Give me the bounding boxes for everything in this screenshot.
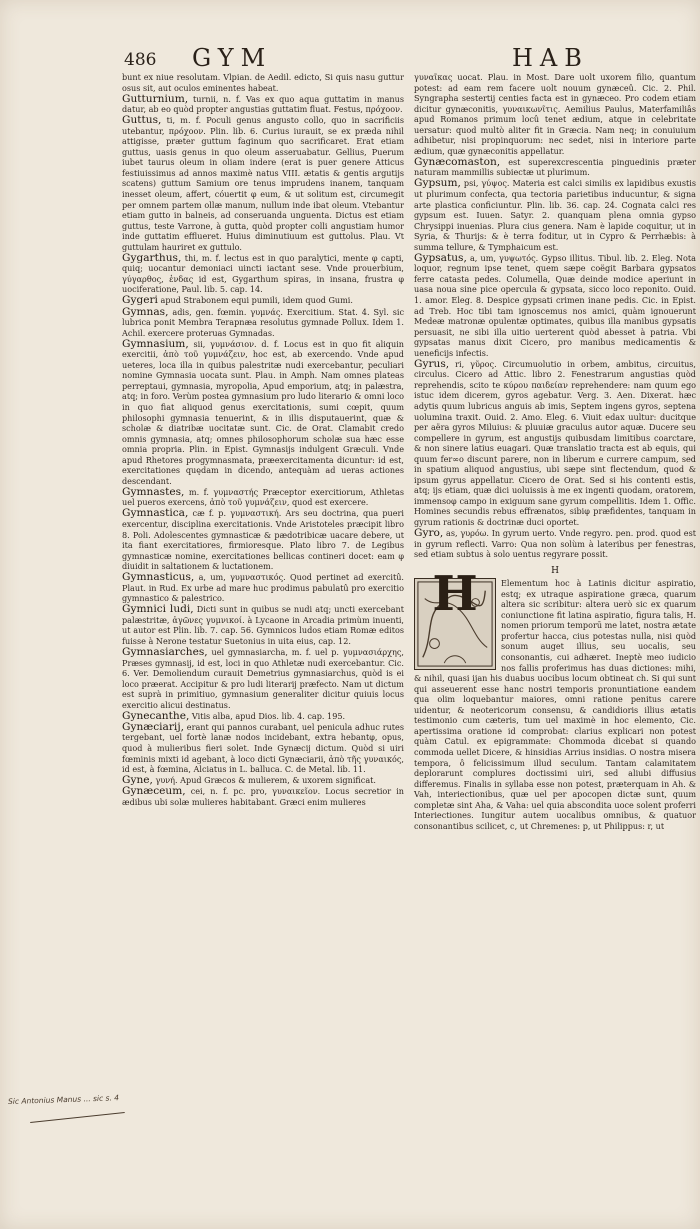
dictionary-entry	[122, 647, 404, 710]
entry-text: a, um, γυμναστικός. Quod pertinet ad exercitû. Plaut. in Rud. Ex urbe ad mare huc prodimus pabulatû pro exercitio gymnastico & palestrico.	[122, 572, 404, 604]
dictionary-entry	[122, 775, 404, 786]
entry-text: m. f. γυμναστής Præceptor exercitiorum, Athletas uel pueros exercens, ἀπὸ τοῦ γυμνάζειν, quod est exercere.	[122, 486, 404, 508]
entry-lemma: Gynæciarij,	[122, 720, 184, 733]
entry-lemma: Gynecanthe,	[122, 709, 190, 722]
entry-lemma: Gygeri	[122, 294, 158, 307]
entry-lemma: Gypsatus,	[414, 251, 467, 264]
dictionary-entry	[122, 604, 404, 646]
left-column	[122, 72, 404, 808]
entry-lemma: Gypsum,	[414, 177, 461, 190]
entry-text: est superexcrescentia pinguedinis præter naturam mammillis subiectæ ut plurimum.	[414, 156, 696, 178]
entry-lemma: Gymnici ludi,	[122, 603, 194, 616]
entry-lemma: Gygarthus,	[122, 251, 182, 264]
woodcut-letter: H	[432, 566, 478, 623]
entry-lemma: Gymnasium,	[122, 337, 189, 350]
dictionary-entry	[414, 528, 696, 560]
entry-text: cæ f. p. γυμναστική. Ars seu doctrina, qua pueri exercentur, disciplina exercitationis. Vnde Aristoteles præcipit libro 8. Poli. Adolescentes gymnasticæ & pædotribicæ uacare debere, ut ita fiant exercitatiores, firmioresque. Plato libro 7. de Legibus gymnasticæ nomine, exercitationes bellicas contineri docet: eam φ diuidit in saltationem & luctationem.	[122, 508, 405, 572]
entry-lemma: Gymnastica,	[122, 507, 189, 520]
entry-lemma: Gynæceum,	[122, 785, 186, 798]
dictionary-entry	[122, 722, 404, 775]
entry-text: cei, n. f. pc. pro, γυναικεῖον. Locus secretior in ædibus ubi solæ mulieres habitabant. Græci enim mulieres	[122, 786, 404, 807]
dictionary-entry	[414, 72, 696, 156]
dictionary-entry	[122, 572, 404, 604]
entry-text: γυνή. Apud Græcos & mulierem, & uxorem significat.	[155, 775, 376, 786]
right-entries	[414, 72, 696, 560]
entry-text: bunt ex niue resolutam. Vlpian. de Aedil. edicto, Si quis nasu guttur osus sit, aut oculos eminentes habeat.	[122, 72, 404, 93]
entry-text: γυναῖκας uocat. Plau. in Most. Dare uolt uxorem filio, quantum potest: ad eam rem facere uolt nouum gynæceû. Cic. 2. Phil. Syngrapha sestertij centies facta est in gynæceo. Pro codem etiam dicitur gynæconitis, γυναικωνῖτις. Aemilius Paulus, Materfamiliâs apud Romanos primum locû tenet ædium, atque in celebritate uersatur: quod multò aliter fit in Græcia. Nam neq; in conuiuium adhibetur, nisi propinquorum: nec sedet, nisi in interiore parte ædium, quæ gynæconitis appellatur.	[414, 72, 696, 156]
right-column	[414, 72, 696, 831]
h-entry	[414, 566, 696, 831]
dictionary-entry	[122, 72, 404, 93]
entry-lemma: Gymnasiarches,	[122, 646, 208, 659]
dictionary-entry	[122, 487, 404, 508]
dictionary-entry	[122, 786, 404, 807]
entry-lemma: Gynæcomaston,	[414, 155, 501, 168]
entry-lemma: Gutturnium,	[122, 92, 189, 105]
entry-text: erant qui pannos curabant, uel penicula adhuc rutes tergebant, uel fortè lanæ nodos incidebant, extra hebantφ, opus, quod à mulieribus fieri solet. Inde Gynæcij dictum. Quòd si uiri fœminis mixti id agebant, à loco dicti Gynæciarii, ἀπὸ τῆς γυναικός, id est, à fœmina, Alciatus in L. balluca. C. de Metal. lib. 11.	[122, 721, 404, 775]
dictionary-entry	[122, 339, 404, 487]
dictionary-entry	[414, 157, 696, 178]
entry-lemma: Gyne,	[122, 774, 153, 787]
dictionary-entry	[122, 94, 404, 115]
entry-text: psi, γύψος. Materia est calci similis ex lapidibus exustis ut plurimum confecta, qua tectoria parietibus inducuntur, & signa arte plastica conficiuntur. Plin. lib. 36. cap. 24. Cognata calci res gypsum est. Iuuen. Satyr. 2. quanquam plena omnia gypso Chrysippi inuenias. Plura cius genera. Nam è lapide coquitur, ut in Syria, & Thurijs: & è terra foditur, ut in Cypro & Perrhæbis: à summa tellure, & Tymphaicum est.	[414, 178, 696, 252]
dictionary-entry	[122, 253, 404, 295]
woodcut-initial	[414, 566, 496, 670]
entry-lemma: Gymnas,	[122, 305, 169, 318]
entry-lemma: Gyro,	[414, 527, 444, 540]
entry-lemma: Gyrus,	[414, 357, 450, 370]
dictionary-entry	[122, 115, 404, 252]
dictionary-entry	[122, 307, 404, 339]
entry-text: a, um, γυψωτός. Gypso illitus. Tibul. lib. 2. Eleg. Nota loquor, regnum ipse tenet, quem sæpe coëgit Barbara gypsatos ferre catasta pedes. Columella, Quæ deinde modice aperiunt in uasa noua sine pice opercula & gypsata, sicco loco reponito. Ouid. 1. amor. Eleg. 8. Despice gypsati crimen inane pedis. Cic. in Epist. ad Treb. Hoc tibi tam ignoscemus nos amici, quàm ignouerunt Medeæ matronæ opulentæ optimates, quibus illa manibus gypsatis persuasit, ne sibi illa uitio uerterent quòd abesset à patria. Vbi gypsatas manus dixit Cicero, pro manibus medicamentis & ueneficijs infectis.	[414, 252, 696, 358]
handwritten-margin-note: Sic Antonius Manus ... sic s. 4	[7, 1093, 120, 1107]
dictionary-entry	[122, 711, 404, 722]
page-number: 486	[124, 50, 157, 70]
dictionary-entry	[122, 508, 404, 571]
running-headword-right: HAB	[512, 44, 589, 72]
dictionary-entry	[414, 253, 696, 358]
entry-text: sii, γυμνάσιον. d. f. Locus est in quo fit aliquin exercitii, ἀπὸ τοῦ γυμνάζειν, hoc est, ab exercendo. Vnde apud ueteres, loca illa in quibus palestritæ nudi exercebantur, peculiari nomine Gymnasia uocata sunt. Plau. in Amph. Nam omnes plateas perreptaui, gymnasia, myropolia, Apud emporium, atq; in palæstra, atq; in foro. Verùm postea gymnasium pro ludo literario & omni loco in quo fiat aliquod genus exercitationis, sumi cœpit, quum philosophi gymnasia tenuerint, & in illis disputauerint, quæ & scholæ & diatribæ uocitatæ sunt. Cic. de Orat. Clamabit credo omnis gymnasia, atq; omnes philosophorum scholæ sua hæc esse omnia propria. Plin. in Epist. Gymnasijs indulgent Græculi. Vnde apud Rhetores progymnasmata, præexercitamenta dicuntur: id est, exercitationes quędam in dicendo, antequàm ad ueras actiones descendant.	[122, 338, 404, 486]
entry-lemma: Gymnasticus,	[122, 571, 195, 584]
dictionary-entry	[414, 359, 696, 528]
entry-text: Dicti sunt in quibus se nudi atq; uncti exercebant palæstritæ, ἀγῶνες γυμνικοί. à Lycaone in Arcadia primùm inuenti, ut autor est Plin. lib. 7. cap. 56. Gymnicos ludos etiam Romæ editos fuisse à Nerone testatur Suetonius in uita eius, cap. 12.	[122, 604, 405, 646]
entry-text: ti, m. f. Poculi genus angusto collo, quo in sacrificiis utebantur, πρόχοον. Plin. lib. 6. Curius iurauit, se ex præda nihil attigisse, præter guttum faginum quo sacrificaret. Erat etiam guttus, uasis genus in quo oleum asseruabatur. Gellius, Puerum iubet taurus oleum in oliam indere (erat is puer genere Atticus festiuissimus ad annos maximè natus VIII. ætatis & gentis argutijs scatens) guttum Samium ore tenus imprudens inanem, tanquam inesset oleum, affert, cóuertit φ eum, & ut solitum est, circumegit per omnem partem ollæ manum, nullum inde ibat oleum. Vtebantur etiam gutto in balneis, ad conseruanda unguenta. Dictus est etiam guttus, teste Varrone, à gutta, quòd propter colli angustiam humor inde guttatim efflueret. Huius diminutiuum est guttolus. Plau. Vt guttulam hauriret ex guttulo.	[122, 115, 404, 252]
entry-text: adis, gen. fœmin. γυμνάς. Exercitium. Stat. 4. Syl. sic lubrica ponit Membra Terapnæa resolutus gymnade Pollux. Idem 1. Achil. exercere proteruas Gymnadas.	[122, 306, 404, 338]
entry-lemma: Gymnastes,	[122, 485, 185, 498]
entry-text: ri, γῦρος. Circumuolutio in orbem, ambitus, circuitus, circulus. Cicero ad Attic. libro 2. Fenestrarum angustias quòd reprehendis, scito te κύρου παιδείαν reprehendere: nam quum ego istuc idem dicerem, gyros agebatur. Verg. 3. Aen. Dixerat. hæc adytis quum lubricus anguis ab imis, Septem ingens gyros, septena uolumina traxit. Ouid. 2. Amo. Eleg. 6. Viuit edax uultur: ducitque per aëra gyros Miluius: & pluuiæ graculus autor aquæ. Ducere seu compellere in gyrum, est angustijs quibusdam limitibus coarctare, & non sinere latius euagari. Quæ translatio tracta est ab equis, qui quum fer∞o discunt parere, non in liberum e currere campum, sed in spatium aliquod angustius, ubi sæpe sint flectendum, quod & ipsum gyrus appellatur. Cicero de Orat. Sed si his contenti estis, atq; ijs etiam, quæ dici uoluissis à me ex ingenti quodam, oratorem, immensoφ campo in exiguum sane gyrum compellitis. Idem 1. Offic. Homines secundis rebus effrænatos, sibiφ præfidentes, tanquam in gyrum rationis & doctrinæ duci oportet.	[414, 358, 697, 527]
entry-lemma: Guttus,	[122, 114, 162, 127]
entry-text: turnii, n. f. Vas ex quo aqua guttatim in manus datur, ab eo quòd propter angustias guttatim fluat. Festus, πρόχοον.	[122, 93, 405, 115]
running-headword-left: GYM	[192, 44, 273, 72]
entry-text: uel gymnasiarcha, m. f. uel p. γυμνασιάρχης, Præses gymnasij, id est, loci in quo Athletæ nudi exercebantur. Cic. 6. Ver. Demoliendum curauit Demetrius gymnasiarchus, quòd is ei loco præerat. Accipitur & pro ludi literarij præfecto. Nam ut dictum est suprà in primitiuo, gymnasium generaliter dicitur quiuis locus exercitio alicui destinatus.	[122, 647, 404, 710]
entry-text: Vitis alba, apud Dios. lib. 4. cap. 195.	[191, 710, 346, 721]
h-entry-text: Elementum hoc à Latinis dicitur aspiratio, estq; ex utraque aspiratione græca, quarum altera sic scribitur: altera uerò sic ex quarum coniunctione fit latina aspiratio, figura talis, H. nomen priorum temporū me latet, nostra ætate profertur hacca, cius potestas nulla, nisi quòd sonum auget illius, seu uocalis, seu consonantis, cui adhæret. Ineptè meo iudicio nos fallis proferimus has duas dictiones: mihi, & nihil, quasi ijan his duabus uocibus locum obtineat ch. Si qui sunt qui asseuerent esse hanc nostri temporis pronuntiatione eandem qua olim loquebantur maiores, omni ratione penitus carere uidentur, & neotericorum consensu, & candidioris illius ætatis testimonio cum cæteris, tum uel maximè in hoc elemento, Cic. apertissima oratione id comprobat: clarius explicari non potest quàm Catul. ex epigrammate: Chommoda dicebat si quando commoda uellet Dicere, & hinsidias Arrius insidias. O nostra misera tempora, ô felicissimum illud seculum. Tantam calamitatem deplorarunt complures doctissimi uiri, sed aliubi diffusius differemus. Finalis in syllaba esse non potest, præterquam in Ah. & Vah, interiectionibus, quæ uel per apocopen dictæ sunt, quum completæ sint Aha, & Vaha: uel quia abscondita uoce solent proferri Interiectiones. Iungitur autem uocalibus omnibus, & quatuor consonantibus scilicet, c, ut Chremenes: p, ut Philippus: r, ut	[414, 578, 696, 831]
entry-text: apud Strabonem equi pumili, idem quod Gumi.	[160, 295, 353, 306]
section-marker-h: H	[551, 565, 559, 576]
handwritten-ink-line	[30, 1112, 125, 1124]
dictionary-entry	[414, 178, 696, 252]
entry-text: thi, m. f. lectus est in quo paralytici, mente φ capti, quiq; uocantur demoniaci uincti iactant sese. Vnde prouerbium, γύγαρθος, ἐνδας id est, Gygarthum spiras, in insana, frustra φ uociferatione, Paul. lib. 5. cap. 14.	[122, 252, 404, 295]
dictionary-entry	[122, 295, 404, 306]
entry-text: as, γυρόω. In gyrum uerto. Vnde regyro. pen. prod. quod est in gyrum reflecti. Varro: Qua non solùm à lateribus per fenestras, sed etiam subtus à solo uentus regyrare possit.	[414, 528, 696, 560]
